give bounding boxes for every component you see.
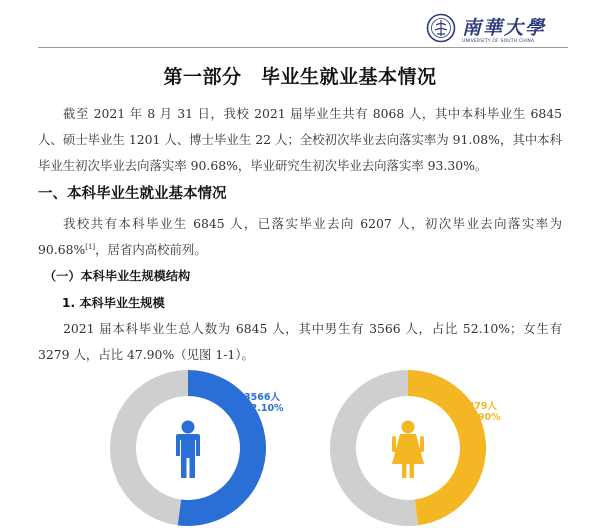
logo-text: 南華大學 <box>462 17 547 39</box>
footnote-ref[interactable]: [1] <box>85 242 96 251</box>
university-logo <box>426 13 546 49</box>
subsection-heading: （一）本科毕业生规模结构 <box>44 269 191 283</box>
male-count-label: 3566人 <box>244 392 280 403</box>
female-slice <box>408 370 486 525</box>
item-heading: 1. 本科毕业生规模 <box>62 296 165 310</box>
male-percent-label: 52.10% <box>244 403 284 414</box>
section-paragraph <box>38 211 562 263</box>
male-figure-icon <box>176 421 200 479</box>
header-divider <box>38 47 568 48</box>
scale-paragraph: 2021 届本科毕业生总人数为 6845 人，其中男生有 3566 人，占比 52.10%；女生有 3279 人，占比 47.90%（见图 1-1）。 <box>38 321 562 362</box>
section-text-end: ，居省内高校前列。 <box>95 242 207 257</box>
female-donut-chart <box>328 368 488 528</box>
logo-subtitle: UNIVERSITY OF SOUTH CHINA <box>462 39 535 44</box>
female-figure-icon <box>392 421 424 479</box>
page-header <box>0 0 600 50</box>
female-label <box>461 401 501 423</box>
female-count-label: 3279人 <box>461 401 497 412</box>
page-title: 第一部分 毕业生就业基本情况 <box>163 66 437 88</box>
male-label <box>244 392 284 414</box>
section-text: 我校共有本科毕业生 6845 人，已落实毕业去向 6207 人，初次毕业去向落实率为 90.68% <box>38 216 562 257</box>
section-heading: 一、本科毕业生就业基本情况 <box>38 186 227 202</box>
female-percent-label: 47.90% <box>461 412 501 423</box>
university-seal-icon <box>426 13 456 43</box>
intro-paragraph: 截至 2021 年 8 月 31 日，我校 2021 届毕业生共有 8068 人，其中本科毕业生 6845 人、硕士毕业生 1201 人、博士毕业生 22 人；全校初次毕业去向落实率为 91.08%，其中本科毕业生初次毕业去向落实率 90.68%，毕业研究生初次毕业去向落实率 93.30%。 <box>38 106 562 173</box>
gender-chart <box>0 368 600 517</box>
